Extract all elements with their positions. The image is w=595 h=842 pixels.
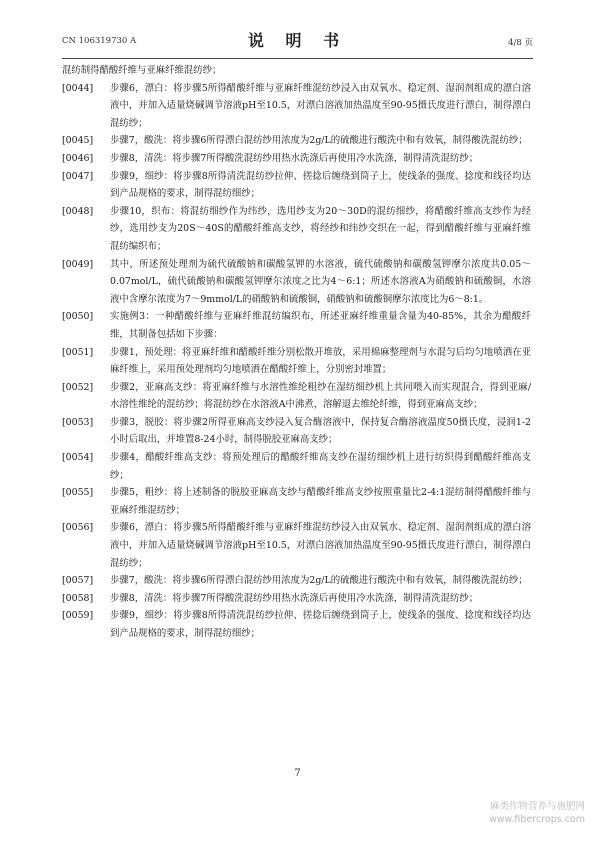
paragraph	[62, 203, 531, 256]
paragraph-list	[62, 80, 531, 643]
paragraph-number: [0050]	[62, 311, 94, 323]
paragraph-text: 实施例3：一种醋酸纤维与亚麻纤维混纺编织布，所述亚麻纤维重量含量为40-85%，其余为醋酸纤维，其制备包括如下步骤：	[110, 311, 531, 340]
paragraph-number: [0046]	[62, 152, 94, 164]
paragraph	[62, 150, 531, 168]
paragraph-number: [0045]	[62, 135, 94, 147]
paragraph-number: [0058]	[62, 592, 94, 604]
watermark-url: www.fibercrops.com	[488, 814, 585, 825]
page-number: 7	[294, 768, 301, 779]
patent-number: CN 106319730 A	[62, 36, 137, 46]
header-rule	[62, 58, 533, 59]
paragraph	[62, 308, 531, 343]
paragraph	[62, 607, 531, 642]
paragraph-text: 步骤9，细纱：将步骤8所得清洗混纺纱拉伸、搓捻后缠绕到筒子上，使线条的强度、捻度和线径均达到产品规格的要求，制得混纺细纱；	[110, 610, 531, 639]
document-title: 说 明 书	[247, 31, 348, 50]
paragraph	[62, 80, 531, 133]
paragraph-text: 步骤2，亚麻高支纱：将亚麻纤维与水溶性维纶粗纱在湿纺细纱机上共同喂入而实现混合，得到亚麻/水溶性维纶的混纺纱；将混纺纱在水溶液A中沸煮，溶解退去维纶纤维，得到亚麻高支纱；	[110, 381, 531, 411]
paragraph	[62, 484, 531, 519]
paragraph-text: 步骤8，清洗：将步骤7所得酸洗混纺纱用热水洗涤后再使用冷水洗涤，制得清洗混纺纱；	[110, 592, 479, 604]
paragraph-number: [0048]	[62, 205, 94, 217]
paragraph-text: 步骤7，酸洗：将步骤6所得漂白混纺纱用浓度为2g/L的硫酸进行酸洗中和有效氧，制得酸洗混纺纱；	[110, 575, 528, 587]
paragraph	[62, 379, 531, 414]
paragraph	[62, 590, 531, 608]
paragraph	[62, 344, 531, 379]
continuation-line: 混纺制得醋酸纤维与亚麻纤维混纺纱；	[62, 65, 222, 76]
paragraph	[62, 519, 531, 572]
page-indicator: 4/8 页	[508, 38, 533, 48]
paragraph-number: [0059]	[62, 610, 94, 622]
paragraph	[62, 572, 531, 590]
paragraph-text: 步骤9，细纱：将步骤8所得清洗混纺纱拉伸、搓捻后缠绕到筒子上，使线条的强度、捻度和线径均达到产品规格的要求，制得混纺细纱；	[110, 170, 531, 200]
paragraph-text: 步骤3，脱胶：将步骤2所得亚麻高支纱浸入复合酶溶液中，保持复合酶溶液温度50摄氏度，浸润1-2小时后取出，并堆置8-24小时，制得脱胶亚麻高支纱；	[110, 416, 531, 446]
paragraph-number: [0056]	[62, 522, 94, 534]
paragraph-text: 步骤6，漂白：将步骤5所得醋酸纤维与亚麻纤维混纺纱浸入由双氧水、稳定剂、湿润剂组成的漂白溶液中，并加入适量烧碱调节溶液pH至10.5，对漂白溶液加热温度至90-95摄氏度进行漂白，制得漂白混纺纱；	[110, 522, 531, 569]
paragraph-text: 其中，所述预处理剂为硫代硫酸钠和碳酸氢钾的水溶液，硫代硫酸钠和碳酸氢钾摩尔浓度共0.05～0.07mol/L，硫代硫酸钠和碳酸氢钾摩尔浓度之比为4～6:1；所述水溶液A为硝酸钠和硫酸铜，水溶液中含摩尔浓度为7～9mmol/L的硝酸钠和硫酸铜，硝酸钠和硫酸铜摩尔浓度比为6～8:1。	[110, 258, 531, 305]
paragraph-number: [0052]	[62, 381, 94, 393]
paragraph-number: [0057]	[62, 575, 94, 587]
paragraph-text: 步骤5，粗纱：将上述制备的脱胶亚麻高支纱与醋酸纤维高支纱按照重量比2-4:1混纺制得醋酸纤维与亚麻纤维混纺纱；	[110, 487, 531, 516]
paragraph	[62, 132, 531, 150]
paragraph-text: 步骤4，醋酸纤维高支纱：将预处理后的醋酸纤维高支纱在湿纺细纱机上进行纺织得到醋酸纤维高支纱；	[110, 452, 531, 481]
watermark-name: 麻类作物营养与施肥网	[489, 801, 585, 812]
paragraph	[62, 414, 531, 449]
paragraph-text: 步骤7，酸洗：将步骤6所得漂白混纺纱用浓度为2g/L的硫酸进行酸洗中和有效氧，制得酸洗混纺纱；	[110, 135, 528, 147]
paragraph-text: 步骤10，织布：将混纺细纱作为纬纱，选用纱支为20～30D的混纺细纱，将醋酸纤维高支纱作为经纱，选用纱支为20S～40S的醋酸纤维高支纱，将经纱和纬纱交织在一起，得到醋酸纤维与亚麻纤维混纺编织布；	[110, 205, 531, 252]
page-header	[62, 26, 533, 56]
paragraph	[62, 449, 531, 484]
paragraph-number: [0044]	[62, 82, 94, 94]
watermark	[489, 800, 585, 826]
paragraph-number: [0049]	[62, 258, 94, 270]
paragraph-number: [0053]	[62, 416, 94, 428]
paragraph-number: [0047]	[62, 170, 94, 182]
paragraph-number: [0055]	[62, 487, 94, 499]
paragraph-number: [0054]	[62, 452, 94, 464]
paragraph-text: 步骤1，预处理：将亚麻纤维和醋酸纤维分别松散开堆放，采用棉麻整理剂与水混匀后均匀地喷洒在亚麻纤维上，采用预处理剂均匀地喷洒在醋酸纤维上，分别密封堆置；	[110, 346, 531, 376]
document-body	[62, 62, 531, 643]
paragraph-text: 步骤6，漂白：将步骤5所得醋酸纤维与亚麻纤维混纺纱浸入由双氧水、稳定剂、湿润剂组成的漂白溶液中，并加入适量烧碱调节溶液pH至10.5，对漂白溶液加热温度至90-95摄氏度进行漂白，制得漂白混纺纱；	[110, 82, 531, 129]
paragraph	[62, 256, 531, 309]
paragraph-text: 步骤8，清洗：将步骤7所得酸洗混纺纱用热水洗涤后再使用冷水洗涤，制得清洗混纺纱；	[110, 152, 479, 164]
paragraph	[62, 168, 531, 203]
paragraph-number: [0051]	[62, 346, 94, 358]
